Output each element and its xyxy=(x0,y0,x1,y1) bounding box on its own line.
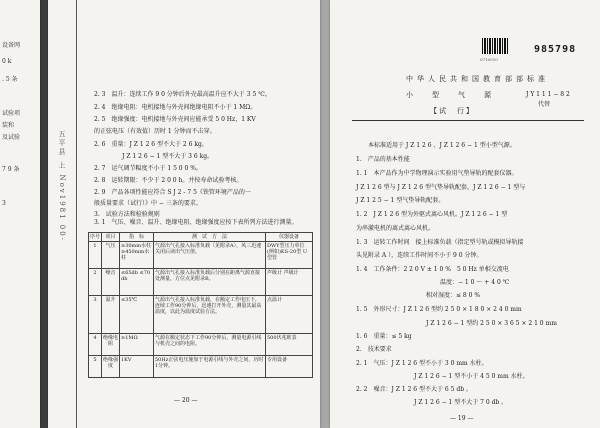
body-line: 2. 9 产品各项性能应符合 S J 2 - 7 5《铁管环境产品的一 xyxy=(94,189,251,196)
table-cell: ≥30mm水柱 ≥450mm水柱 xyxy=(120,242,154,269)
body-line: J Z 1 2 6 − 1 型约 2 5 0 × 3 6 5 × 2 1 0 mm xyxy=(426,320,557,327)
header-cell: 项目 xyxy=(102,233,120,242)
body-line: 温度：− 1 0 ～ + 4 0 ℃ xyxy=(440,279,510,286)
header-cell: 仪器设备 xyxy=(266,233,313,242)
table-cell: 气压 xyxy=(102,242,120,269)
body-line: J Z 1 2 6 − 1 型不大于 3 6 kg。 xyxy=(122,153,214,160)
table-cell: 噪音 xyxy=(102,269,120,296)
body-line: 般质量要求（试行）》中 − 三条的要求。 xyxy=(94,200,202,207)
edge-text: 3 xyxy=(2,200,6,207)
section-heading: 3. 试验方法和检验规则 xyxy=(94,211,160,218)
section-heading: 1. 产品的基本性能 xyxy=(356,156,410,163)
table-cell: 气源出气孔接入标准负载后分别在距离气源直接处测量，方位点见附录B。 xyxy=(154,269,266,296)
body-line: 2. 2 噪音：J Z 1 2 6 型不大于 6 5 db 。 xyxy=(356,386,472,393)
body-line: 2. 1 气压：J Z 1 2 6 型不小于 3 0 mm 水柱。 xyxy=(356,360,488,367)
table-cell: 气源出气孔接入标准负载，在额定工作电压下，连续工作90分钟后，迅速打开外壳，测量其最高温度，以此为温度试验方法。 xyxy=(154,296,266,334)
table-cell: ≤65db ≤70db xyxy=(120,269,154,296)
right-page xyxy=(330,0,600,428)
edge-text: . 5 条 xyxy=(2,76,18,83)
page-number: — 19 — xyxy=(450,415,474,422)
body-line: 1. 5 外形尺寸：J Z 1 2 6 型约 2 5 0 × 1 8 0 × 2 4 0 mm xyxy=(356,306,522,313)
header-cell: 指 标 xyxy=(120,233,154,242)
edge-text: 0 k xyxy=(2,58,12,65)
body-line: 本标准适用于 J Z 1 2 6 、J Z 1 2 6 − 1 型小型气源。 xyxy=(368,142,516,149)
document-number: 985798 xyxy=(534,44,577,55)
table-row xyxy=(89,356,313,378)
edge-text: 装和 xyxy=(2,122,15,129)
issuer-line: 中华人民共和国教育部部标准 xyxy=(406,75,549,83)
page-number: — 20 — xyxy=(174,397,198,404)
body-line: J Z 1 2 6 − 1 型不大于 7 0 db 。 xyxy=(414,399,508,406)
table-row xyxy=(89,296,313,334)
body-line: 1. 3 运转工作时间 接上标准负载（指定型号轨或模拟导轨接 xyxy=(356,239,524,246)
table-row xyxy=(89,334,313,356)
body-line: 2. 4 绝缘电阻：电机接地与外壳间绝缘电阻不小于 1 MΩ。 xyxy=(94,104,257,111)
body-line: 2. 3 温升：连续工作 9 0 分钟后外壳最高温升应不大于 3 5 ℃。 xyxy=(94,91,271,98)
barcode-number: 0710010 xyxy=(480,57,498,62)
body-line: 的正弦电压（有效值）历时 1 分钟而不击穿。 xyxy=(94,128,216,135)
table-cell: ≤35℃ xyxy=(120,296,154,334)
edge-text: 试验项 xyxy=(2,110,21,117)
table-cell: DWY型压力单位(例如)KS-20型 U型管 xyxy=(266,242,313,269)
title-rule xyxy=(352,120,584,121)
table-cell: 3 xyxy=(89,296,102,334)
body-line: 2. 5 绝缘强度：电机接地与外壳间应能承受 5 0 Hz，1 KV xyxy=(94,116,256,123)
table-cell: 5 xyxy=(89,356,102,378)
table-cell: 声级计 声级计 xyxy=(266,269,313,296)
table-header-row xyxy=(89,233,313,242)
header-cell: 序号 xyxy=(90,234,101,240)
table-cell: 500伏兆欧表 xyxy=(266,334,313,356)
standard-title: 小 型 气 源 xyxy=(406,91,497,99)
body-line: 1. 2 J Z 1 2 6 型为外驱式离心风机。J Z 1 2 6 − 1 型 xyxy=(356,211,508,218)
middle-page xyxy=(48,0,320,428)
side-stamp: 五平县 上 Nov1981 00· xyxy=(58,130,66,242)
body-line: J Z 1 2 6 − 1 型不小于 4 5 0 mm 水柱。 xyxy=(414,373,529,380)
barcode-image xyxy=(482,38,508,54)
body-line: 相对湿度：≤ 8 0 % xyxy=(426,292,481,299)
standard-code: J Y 1 1 1 − 8 2 xyxy=(526,91,570,98)
table-cell: 1KV xyxy=(120,356,154,378)
body-line: 为串激电机的离式离心风机。 xyxy=(356,225,435,232)
table-row xyxy=(89,242,313,269)
body-line: 3. 1 气压、噪音、温升、绝缘电阻、绝缘强度应按下表所列方法进行测量。 xyxy=(94,219,298,226)
section-heading: 2. 技术要求 xyxy=(356,346,392,353)
table-cell: 50Hz正弦电压施加于电源引线与外壳之间，历时1分钟。 xyxy=(154,356,266,378)
edge-text: 及试验 xyxy=(2,134,21,141)
test-method-table xyxy=(88,232,313,378)
table-cell: 气源在额定状态下工作90分钟后，测量电源引线与机壳之间的电阻。 xyxy=(154,334,266,356)
table-cell: 绝缘电阻 xyxy=(102,334,120,356)
body-line: 2. 7 运气调节幅度不小于 1 5 0 0 %。 xyxy=(94,165,202,172)
table-cell: 绝缘强度 xyxy=(102,356,120,378)
table-cell: 2 xyxy=(89,269,102,296)
left-page-sliver xyxy=(0,0,40,428)
table-cell: 专用设备 xyxy=(266,356,313,378)
binding-line xyxy=(76,0,77,428)
body-line: J Z 1 2 6 型与 J Z 1 2 6 型气垫导轨配套，J Z 1 2 6 − 1 型与 xyxy=(356,184,526,191)
table-row xyxy=(89,269,313,296)
edge-text: 7 9 条 xyxy=(2,166,20,173)
body-line: 2. 6 重量：J Z 1 2 6 型不大于 2 6 kg， xyxy=(94,141,208,148)
table-cell: 气源出气孔接入标准负载（见附录A），风三迅速关闭后读出气压值。 xyxy=(154,242,266,269)
body-line: 1. 4 工作条件：2 2 0 V ± 1 0 % 5 0 Hz 单相交流电 xyxy=(356,266,509,273)
body-line: 2. 8 运转期限：不少于 2 0 0 h。并按寿命试验考核。 xyxy=(94,177,243,184)
table-cell: 1 xyxy=(89,242,102,269)
header-cell: 测 试 方 法 xyxy=(154,233,266,242)
table-cell: 4 xyxy=(89,334,102,356)
replaces-label: 代替 xyxy=(538,101,551,108)
table-cell: ≥1MΩ xyxy=(120,334,154,356)
edge-text: 设备网 xyxy=(2,42,21,49)
trial-mark: 【试 行】 xyxy=(430,107,475,115)
table-cell: 温升 xyxy=(102,296,120,334)
body-line: 1. 1 本产品作为中学物理演示实验用气垫导轨的配套仪器。 xyxy=(356,170,518,177)
table-cell: 点温计 xyxy=(266,296,313,334)
body-line: 头见附录 A ），连续工作时间不小于 9 0 分钟。 xyxy=(356,252,483,259)
body-line: J Z 1 2 5 − 1 型气垫导轨配套。 xyxy=(356,197,445,204)
body-line: 1. 6 重量：≤ 5 kg xyxy=(356,333,412,340)
